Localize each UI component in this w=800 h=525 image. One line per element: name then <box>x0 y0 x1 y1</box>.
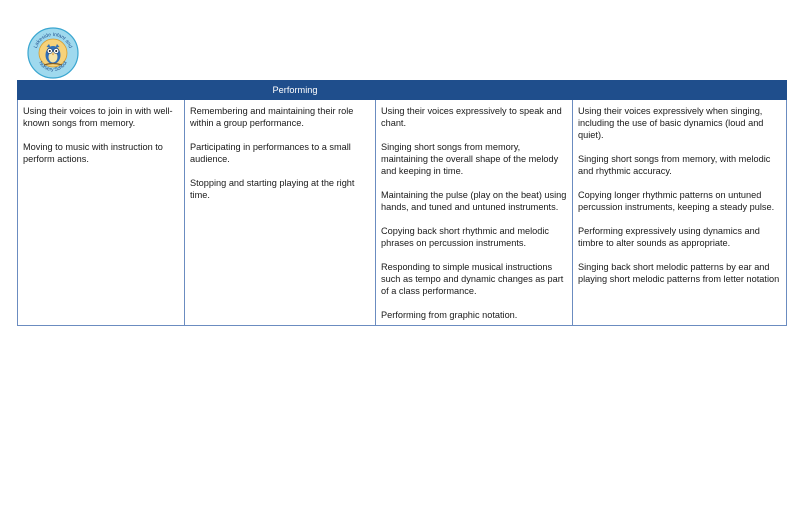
objective-text: Participating in performances to a small audience. <box>190 142 351 164</box>
objective-text: Responding to simple musical instructions such as tempo and dynamic changes as part of a class performance. <box>381 262 564 296</box>
objective-text: Using their voices expressively when singing, including the use of basic dynamics (loud and quiet). <box>578 106 764 140</box>
objective-text: Using their voices to join in with well-known songs from memory. <box>23 106 173 128</box>
column-3-cell <box>376 100 573 326</box>
svg-text:Nursery School: Nursery School <box>37 60 69 74</box>
table-header-row <box>18 81 787 100</box>
objective-text: Performing expressively using dynamics and timbre to alter sounds as appropriate. <box>578 226 760 248</box>
column-1-cell <box>18 100 185 326</box>
objective-text: Singing short songs from memory, with melodic and rhythmic accuracy. <box>578 154 771 176</box>
column-2-cell <box>185 100 376 326</box>
objective-text: Singing back short melodic patterns by ear and playing short melodic patterns from letter notation <box>578 262 780 284</box>
objective-text: Copying longer rhythmic patterns on untuned percussion instruments, keeping a steady pulse. <box>578 190 775 212</box>
objective-text: Maintaining the pulse (play on the beat) using hands, and tuned and untuned instruments. <box>381 190 567 212</box>
objective-text: Singing short songs from memory, maintaining the overall shape of the melody and keeping in time. <box>381 142 559 176</box>
school-owl-badge-icon <box>27 27 79 79</box>
section-title: Performing <box>18 81 573 100</box>
objective-text: Stopping and starting playing at the right time. <box>190 178 355 200</box>
objective-text: Moving to music with instruction to perform actions. <box>23 142 163 164</box>
performing-table <box>17 80 787 326</box>
objective-text: Copying back short rhythmic and melodic phrases on percussion instruments. <box>381 226 550 248</box>
table-row <box>18 100 787 326</box>
objective-text: Performing from graphic notation. <box>381 310 518 320</box>
school-logo <box>27 27 79 79</box>
header-empty-cell <box>573 81 787 100</box>
column-4-cell <box>573 100 787 326</box>
objective-text: Using their voices expressively to speak and chant. <box>381 106 562 128</box>
svg-text:Lakeside Infant and: Lakeside Infant and <box>32 31 74 50</box>
objective-text: Remembering and maintaining their role within a group performance. <box>190 106 354 128</box>
